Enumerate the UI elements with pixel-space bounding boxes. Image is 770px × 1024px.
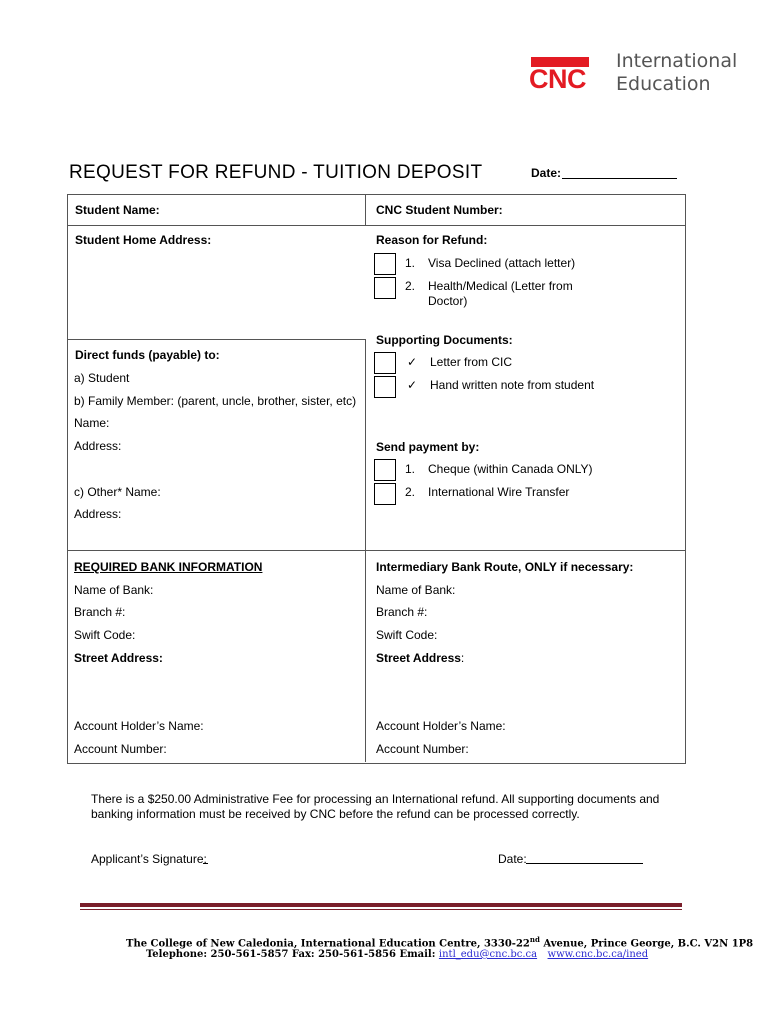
intermediary-bank-name-label: Name of Bank:	[376, 583, 456, 597]
footer-rule-thin	[80, 909, 682, 910]
footer-address	[126, 935, 753, 949]
reason-visa-checkbox[interactable]	[374, 253, 396, 275]
student-number-label: CNC Student Number:	[376, 203, 503, 217]
payment-number: 1.	[405, 462, 416, 476]
signature-field[interactable]	[203, 863, 208, 864]
page-title: REQUEST FOR REFUND - TUITION DEPOSIT	[69, 162, 483, 183]
payment-method-label: Send payment by:	[376, 440, 480, 454]
check-icon: ✓	[407, 378, 418, 392]
row-divider	[67, 225, 685, 226]
footer-contact	[146, 949, 648, 960]
payee-family-option[interactable]: b) Family Member: (parent, uncle, brother, sister, etc)	[74, 394, 357, 408]
bank-swift-label: Swift Code:	[74, 628, 136, 642]
fee-notice-line1: There is a $250.00 Administrative Fee for processing an International refund. All supporting documents and	[91, 792, 660, 806]
family-address-label: Address:	[74, 439, 122, 453]
date-field[interactable]	[562, 178, 677, 179]
reason-number: 2.	[405, 279, 416, 293]
column-divider	[365, 550, 366, 762]
family-name-label: Name:	[74, 416, 110, 430]
intermediary-street-label	[376, 651, 464, 665]
reason-visa-label: Visa Declined (attach letter)	[428, 256, 576, 270]
reason-medical-label-line1: Health/Medical (Letter from	[428, 279, 573, 293]
student-name-label: Student Name:	[75, 203, 160, 217]
logo-line1: International	[616, 50, 738, 72]
footer-address-text-end: Avenue, Prince George, B.C. V2N 1P8	[539, 938, 754, 950]
check-icon: ✓	[407, 355, 418, 369]
intermediary-branch-label: Branch #:	[376, 605, 428, 619]
intermediary-holder-label: Account Holder’s Name:	[376, 719, 506, 733]
other-address-label: Address:	[74, 507, 122, 521]
supporting-docs-label: Supporting Documents:	[376, 333, 513, 347]
home-address-label: Student Home Address:	[75, 233, 212, 247]
bank-account-label: Account Number:	[74, 742, 167, 756]
date-label: Date:	[531, 166, 562, 180]
column-divider	[365, 339, 366, 550]
supporting-cic-label: Letter from CIC	[430, 355, 513, 369]
footer-address-sup: nd	[529, 935, 540, 944]
intermediary-street-colon: :	[460, 651, 465, 665]
signature-date-label: Date:	[498, 852, 527, 866]
reason-medical-checkbox[interactable]	[374, 277, 396, 299]
footer-website-link[interactable]: www.cnc.bc.ca/ined	[547, 949, 649, 960]
bank-branch-label: Branch #:	[74, 605, 126, 619]
intermediary-account-label: Account Number:	[376, 742, 469, 756]
payee-other-option[interactable]: c) Other* Name:	[74, 485, 161, 499]
cnc-logo: CNC	[529, 64, 586, 94]
left-section-divider	[67, 339, 365, 340]
footer-email-link[interactable]: intl_edu@cnc.bc.ca	[438, 949, 538, 960]
signature-label: Applicant’s Signature:	[91, 852, 207, 866]
reason-label: Reason for Refund:	[376, 233, 488, 247]
logo-line2: Education	[616, 73, 711, 95]
intermediary-street-text: Street Address	[376, 651, 461, 665]
reason-medical-label-line2: Doctor)	[428, 294, 468, 308]
column-divider	[365, 194, 366, 226]
payment-cheque-checkbox[interactable]	[374, 459, 396, 481]
intermediary-heading: Intermediary Bank Route, ONLY if necessary:	[376, 560, 634, 574]
footer-phone-fax: Telephone: 250-561-5857 Fax: 250-561-5856 Email:	[146, 949, 439, 960]
payment-wire-checkbox[interactable]	[374, 483, 396, 505]
logo-subtitle	[616, 50, 737, 96]
bank-info-heading: REQUIRED BANK INFORMATION	[74, 560, 263, 574]
payee-student-option[interactable]: a) Student	[74, 371, 130, 385]
bank-street-label: Street Address:	[74, 651, 163, 665]
footer-address-text: The College of New Caledonia, International Education Centre, 3330-22	[126, 938, 530, 950]
footer-rule	[80, 903, 682, 907]
supporting-cic-checkbox[interactable]	[374, 352, 396, 374]
supporting-note-label: Hand written note from student	[430, 378, 595, 392]
payment-number: 2.	[405, 485, 416, 499]
payment-cheque-label: Cheque (within Canada ONLY)	[428, 462, 593, 476]
bank-holder-label: Account Holder’s Name:	[74, 719, 204, 733]
payment-wire-label: International Wire Transfer	[428, 485, 570, 499]
row-divider	[67, 550, 685, 551]
intermediary-swift-label: Swift Code:	[376, 628, 438, 642]
direct-funds-label: Direct funds (payable) to:	[75, 348, 220, 362]
reason-number: 1.	[405, 256, 416, 270]
fee-notice-line2: banking information must be received by CNC before the refund can be processed correctly.	[91, 807, 580, 821]
bank-name-label: Name of Bank:	[74, 583, 154, 597]
signature-date-field[interactable]	[526, 863, 643, 864]
supporting-note-checkbox[interactable]	[374, 376, 396, 398]
